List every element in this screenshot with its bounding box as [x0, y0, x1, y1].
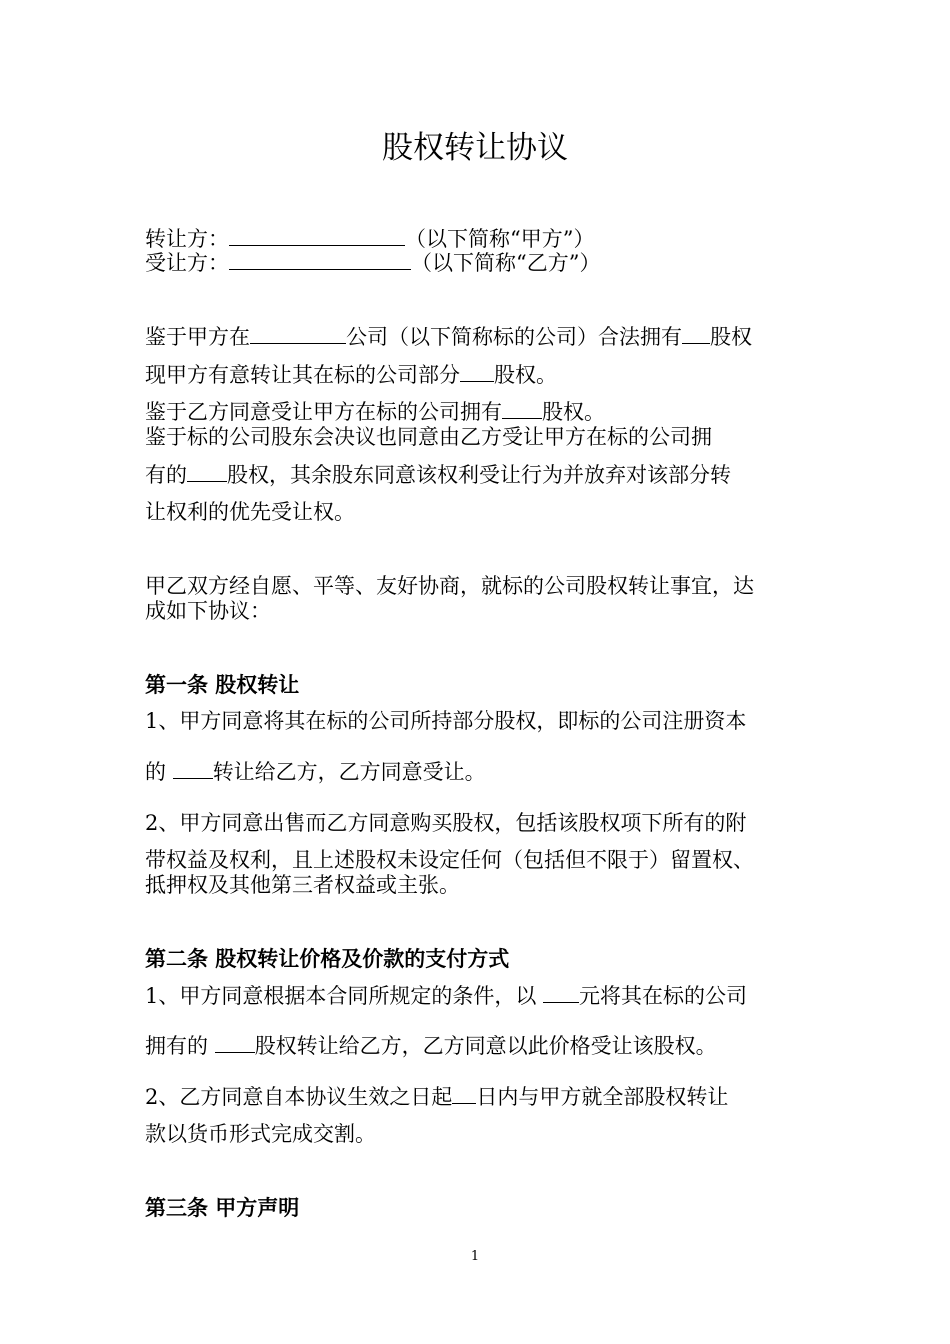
transferee-name-blank	[229, 249, 411, 270]
capital-amount-blank	[173, 758, 213, 779]
article-1-p2-line-1: 2、甲方同意出售而乙方同意购买股权，包括该股权项下所有的附	[145, 811, 747, 835]
recital-line-1	[145, 322, 752, 352]
clause-text: 拥有的	[145, 1034, 215, 1058]
equity-percent-blank	[460, 361, 494, 382]
clause-text: 元将其在标的公司	[579, 984, 748, 1008]
article-2-heading: 第二条 股权转让价格及价款的支付方式	[145, 947, 510, 971]
article-2-p2-line-2: 款以货币形式完成交割。	[145, 1122, 376, 1146]
intro-line-1: 甲乙双方经自愿、平等、友好协商，就标的公司股权转让事宜，达	[145, 574, 754, 598]
recital-text: 股权，其余股东同意该权利受让行为并放弃对该部分转	[227, 463, 731, 487]
clause-text: 日内与甲方就全部股权转让	[476, 1085, 729, 1109]
transferee-line	[145, 248, 600, 278]
transferor-name-blank	[229, 225, 405, 246]
article-2-p2-line-1	[145, 1082, 728, 1112]
equity-percent-blank	[682, 323, 710, 344]
transferor-suffix: （以下简称“甲方”）	[405, 227, 595, 251]
article-2-p1-line-2	[145, 1031, 717, 1061]
equity-percent-blank	[502, 398, 542, 419]
recital-text: 现甲方有意转让其在标的公司部分	[145, 363, 460, 387]
clause-text: 股权转让给乙方，乙方同意以此价格受让该股权。	[254, 1034, 717, 1058]
clause-text: 2、乙方同意自本协议生效之日起	[145, 1085, 453, 1109]
article-1-p1-line-1: 1、甲方同意将其在标的公司所持部分股权，即标的公司注册资本	[145, 709, 747, 733]
page-number: 1	[470, 1249, 480, 1264]
recital-text: 股权。	[542, 400, 605, 424]
article-1-heading: 第一条 股权转让	[145, 673, 300, 697]
recital-line-2	[145, 360, 557, 390]
article-1-p2-line-2: 带权益及权利，且上述股权未设定任何（包括但不限于）留置权、	[145, 848, 754, 872]
company-name-blank	[250, 323, 346, 344]
equity-percent-blank	[215, 1032, 255, 1053]
clause-text: 的	[145, 760, 173, 784]
recital-text: 股权	[710, 325, 752, 349]
transferee-label: 受让方：	[145, 251, 229, 275]
recital-line-5	[145, 460, 731, 490]
article-1-p1-line-2	[145, 757, 486, 787]
clause-text: 转让给乙方，乙方同意受让。	[212, 760, 486, 784]
transferor-label: 转让方：	[145, 227, 229, 251]
recital-text: 有的	[145, 463, 187, 487]
price-amount-blank	[543, 982, 579, 1003]
recital-line-4: 鉴于标的公司股东会决议也同意由乙方受让甲方在标的公司拥	[145, 425, 712, 449]
document-title: 股权转让协议	[382, 130, 568, 166]
article-3-heading: 第三条 甲方声明	[145, 1196, 300, 1220]
clause-text: 1、甲方同意根据本合同所规定的条件，以	[145, 984, 544, 1008]
article-1-p2-line-3: 抵押权及其他第三者权益或主张。	[145, 873, 460, 897]
transferee-suffix: （以下简称“乙方”）	[411, 251, 601, 275]
article-2-p1-line-1	[145, 981, 747, 1011]
recital-text: 鉴于甲方在	[145, 325, 250, 349]
recital-text: 鉴于乙方同意受让甲方在标的公司拥有	[145, 400, 502, 424]
intro-line-2: 成如下协议：	[145, 599, 271, 623]
recital-line-6: 让权利的优先受让权。	[145, 500, 355, 524]
recital-text: 公司（以下简称标的公司）合法拥有	[346, 325, 682, 349]
recital-text: 股权。	[494, 363, 557, 387]
days-blank	[452, 1083, 476, 1104]
equity-percent-blank	[187, 461, 227, 482]
